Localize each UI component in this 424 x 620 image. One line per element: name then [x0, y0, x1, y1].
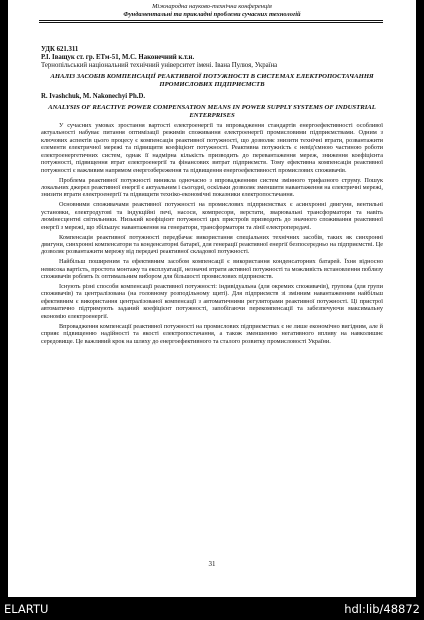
article — [41, 46, 383, 347]
authors-english: R. Ivashchuk, M. Nakonechyi Ph.D. — [41, 93, 146, 100]
affiliation: Тернопільський національний технічний університет імені. Івана Пулюя, Україна — [41, 62, 278, 69]
authors-ukrainian: Р.І. Іващук ст. гр. ЕТм-51, М.С. Наконечний к.т.н. — [41, 54, 195, 61]
body-paragraph: Найбільш поширеним та ефективним засобом компенсації є використання конденсаторних батарей. Їхня відносно невисока вартість, простота монтажу та експлуатації, незначні втрати активної потужності та можливість встановлення поблизу споживачів роблять їх оптимальним вибором для більшості промислових підприємств. — [41, 258, 383, 281]
article-body — [41, 122, 383, 345]
title-english: ANALYSIS OF REACTIVE POWER COMPENSATION MEANS IN POWER SUPPLY SYSTEMS OF INDUSTRIAL ENTERPRISES — [48, 104, 376, 119]
running-header — [8, 0, 416, 19]
body-paragraph: Проблема реактивної потужності виникла одночасно з впровадженням систем змінного трифазного струму. Пошук локальних джерел реактивної енергії є актуальним і сьогодні, оскільки дозволяє зменшити навантаження на електричні мережі, знизити втрати електроенергії та підвищити техніко-економічні показники електропостачання. — [41, 176, 383, 199]
body-paragraph: Основними споживачами реактивної потужності на промислових підприємствах є асинхронні двигуни, вентильні установки, електродугові та індукційні печі, насоси, компресори, верстати, зварювальні трансформатори та навіть люмінесцентні світильники. Низький коефіцієнт потужності цих пристроїв призводить до значного споживання реактивної енергії з мережі, що збільшує навантаження на генератори, трансформатори та лінії електропередачі. — [41, 201, 383, 231]
title-ukrainian: АНАЛІЗ ЗАСОБІВ КОМПЕНСАЦІЇ РЕАКТИВНОЇ ПОТУЖНОСТІ В СИСТЕМАХ ЕЛЕКТРОПОСТАЧАННЯ ПРОМИСЛОВИХ ПІДПРИЄМСТВ — [50, 73, 374, 88]
header-rule — [39, 20, 383, 21]
body-paragraph: Існують різні способи компенсації реактивної потужності: індивідуальна (для окремих споживачів), групова (для групи споживачів) та централізована (на головному розподільному щиті). Для підприємств зі змінним навантаженням найбільш ефективним є використання централізованої компенсації з автоматичними регуляторами реактивної потужності. Ці пристрої автоматично підтримують заданий коефіцієнт потужності, запобігаючи перекомпенсації та забезпечуючи максимальну економію електроенергії. — [41, 283, 383, 320]
body-paragraph: У сучасних умовах зростання вартості електроенергії та впровадження стандартів енергоефективності особливої актуальності набуває питання оптимізації режимів споживання електроенергії промисловими підприємствами. Одним з ключових аспектів цього процесу є компенсація реактивної потужності, що дозволяє знизити технічні втрати, розвантажити елементи електричної мережі та підвищити коефіцієнт потужності. Реактивна потужність є невід'ємною частиною роботи електроенергетичних систем, однак її надмірна кількість призводить до перевантаження мереж, зниження коефіцієнта потужності, підвищення втрат електроенергії та фінансових витрат підприємств. Тому ефективна компенсація реактивної потужності є важливим напрямом енергозбереження та підвищення енергоефективності промислових споживачів. — [41, 122, 383, 174]
page-number: 31 — [208, 560, 216, 568]
body-paragraph: Впровадження компенсації реактивної потужності на промислових підприємствах є не лише економічно вигідним, але й сприяє підвищенню надійності та якості електропостачання, а також зменшенню негативного впливу на навколишнє середовище. Це важливий крок на шляху до енергоефективного та сталого розвитку промисловості України. — [41, 322, 383, 345]
handle-id: hdl:lib/48872 — [344, 602, 420, 616]
conference-name: Міжнародна науково-технічна конференція — [152, 3, 272, 10]
repository-footer — [0, 597, 424, 620]
udk-code: УДК 621.311 — [41, 46, 79, 53]
repository-name: ELARTU — [4, 602, 49, 616]
header-rule-double — [39, 22, 383, 23]
body-paragraph: Компенсація реактивної потужності передбачає використання спеціальних технічних засобів, таких як синхронні двигуни, синхронні компенсатори та конденсаторні батареї, для генерації реактивної енергії безпосередньо на підприємстві. Це дозволяє розвантажити мережу від передачі реактивної складової потужності. — [41, 233, 383, 256]
conference-subtitle: Фундаментальні та прикладні проблеми сучасних технологій — [123, 11, 301, 18]
paper-page — [8, 0, 416, 597]
